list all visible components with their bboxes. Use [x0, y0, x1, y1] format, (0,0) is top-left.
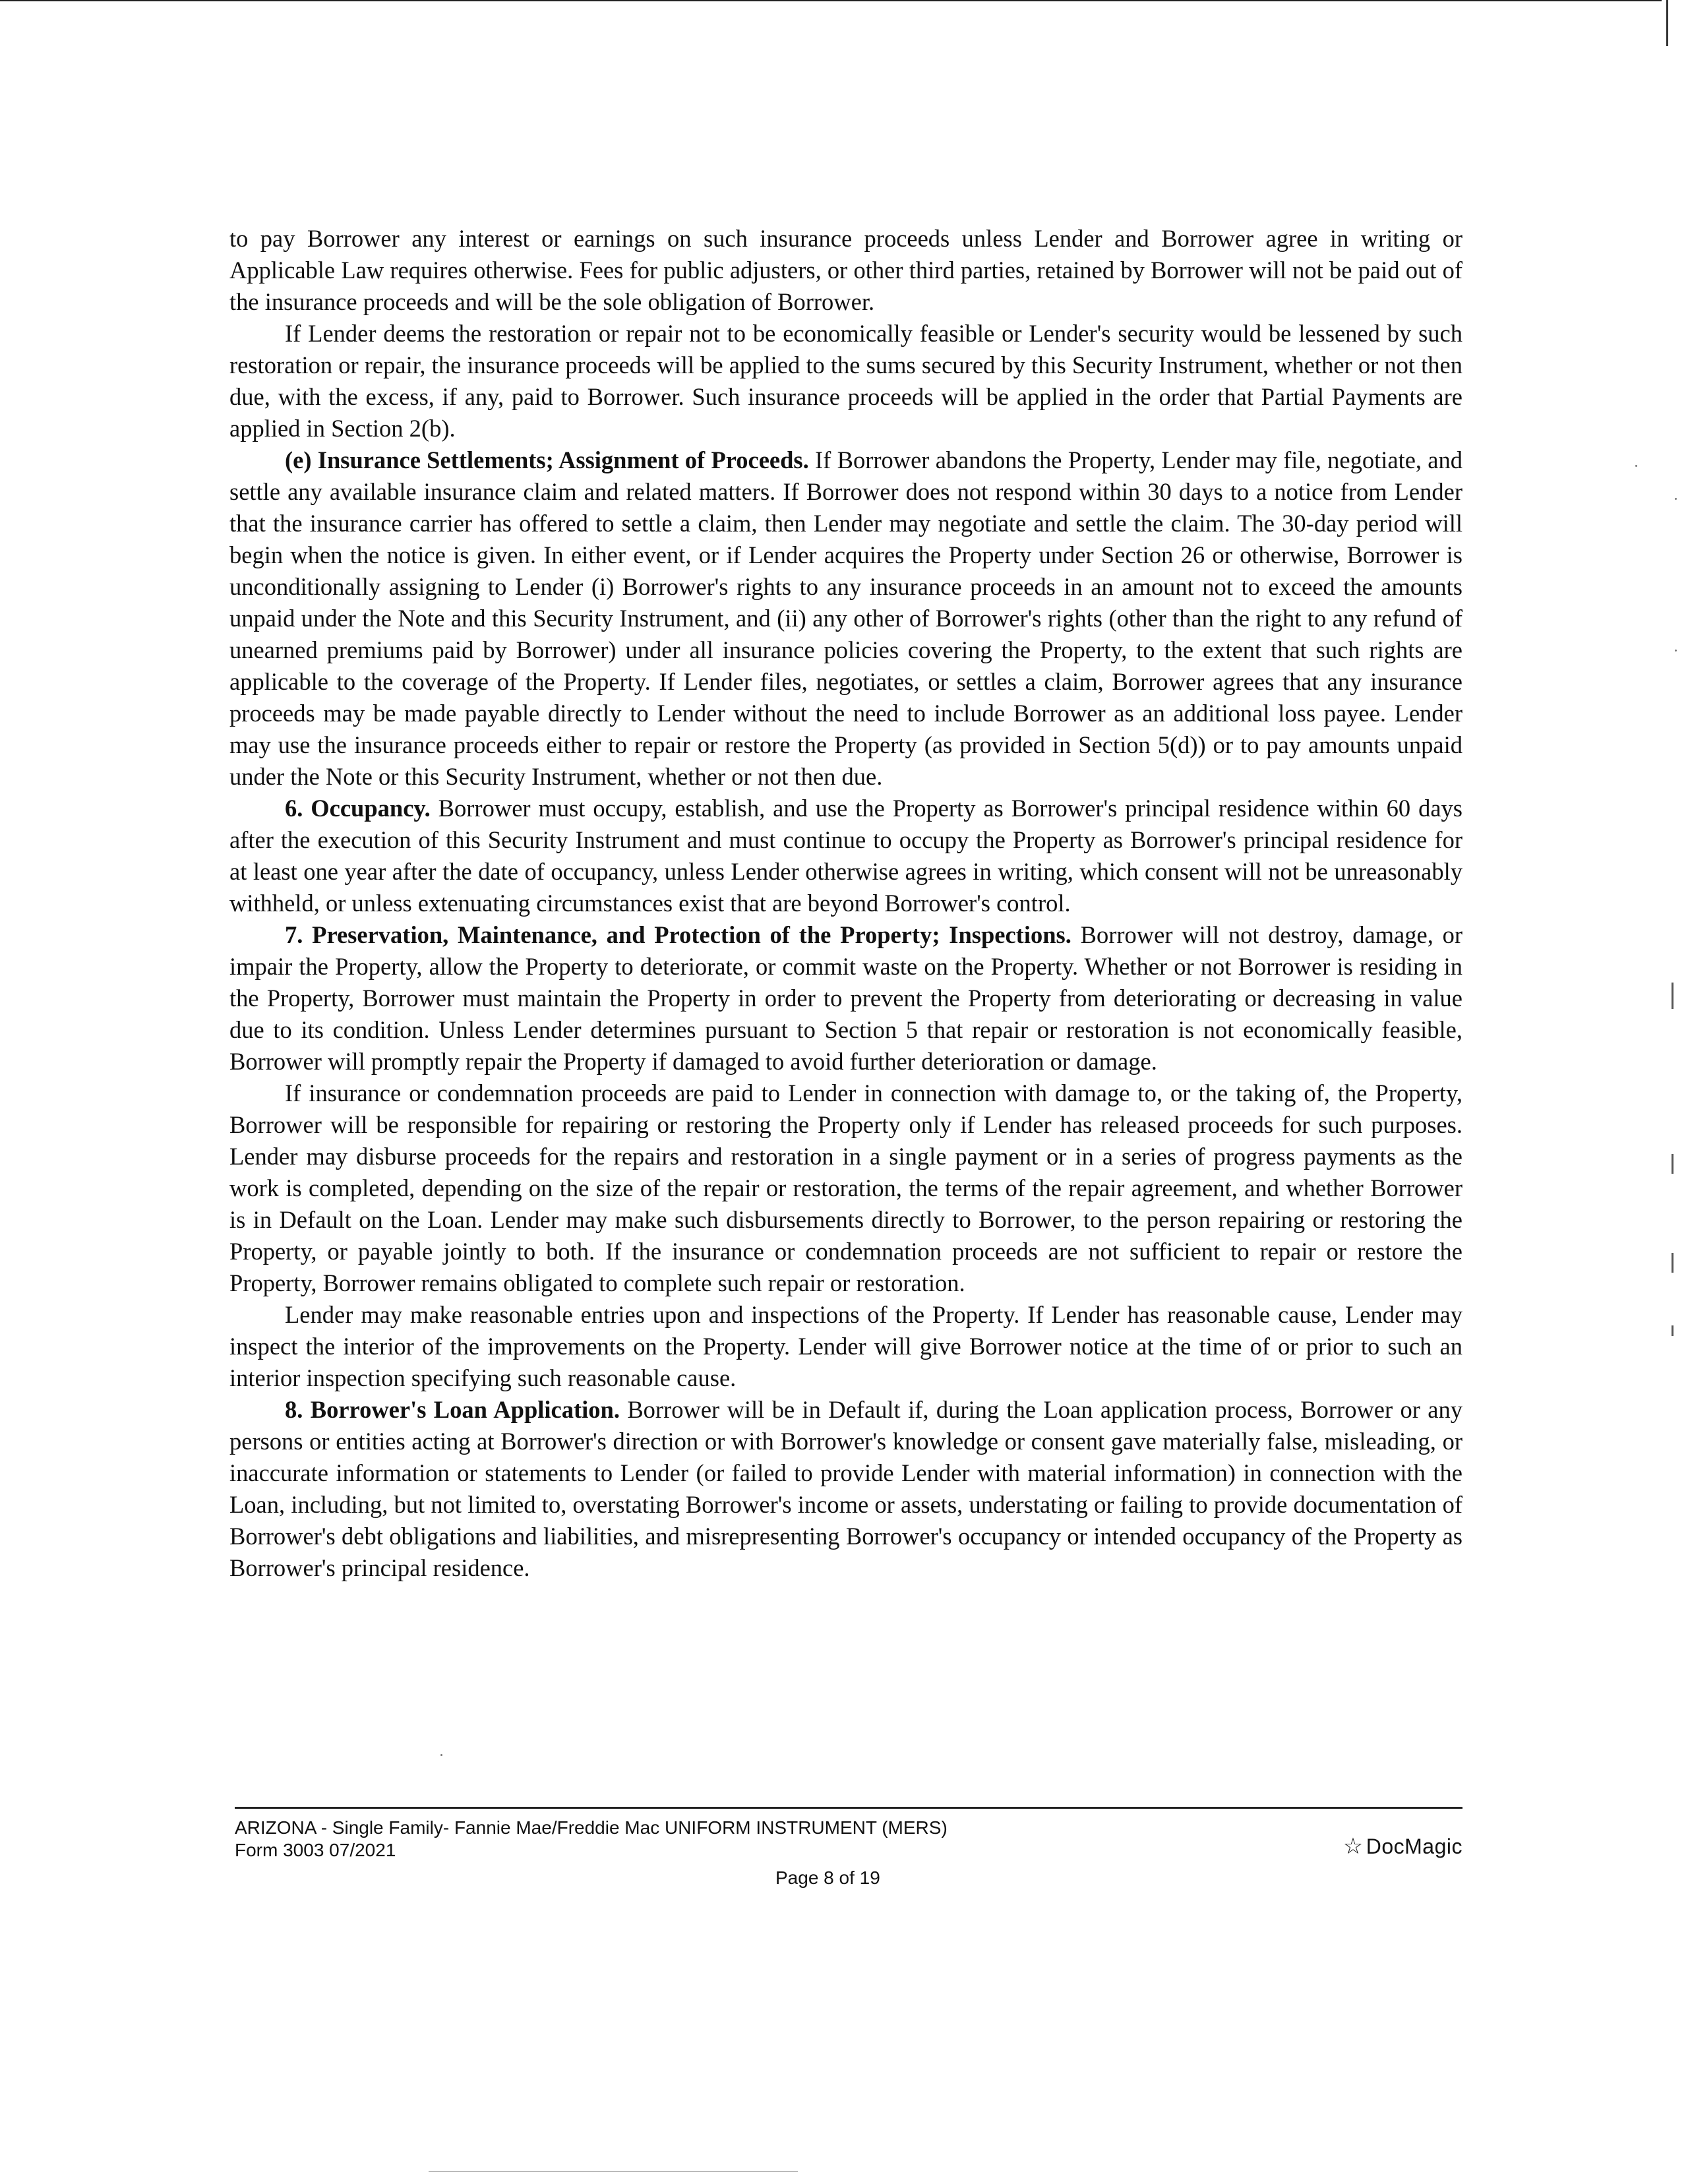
scan-speck [1675, 498, 1677, 500]
brand-name: DocMagic [1366, 1835, 1462, 1858]
section-insurance-settlements [229, 444, 1462, 793]
form-title: ARIZONA - Single Family- Fannie Mae/Freddie Mac UNIFORM INSTRUMENT (MERS) [235, 1817, 948, 1838]
star-outline-icon: ☆ [1342, 1834, 1364, 1859]
section-heading: 6. Occupancy. [285, 795, 431, 822]
paragraph-text: If insurance or condemnation proceeds are paid to Lender in connection with damage to, or the taking of, the Property, Borrower will be responsible for repairing or restoring the Property only if Lender has released proceeds for such purposes. Lender may disburse proceeds for the repairs and restoration in a single payment or in a series of progress payments as the work is completed, depending on the size of the repair or restoration, the terms of the repair agreement, and whether Borrower is in Default on the Loan. Lender may make such disbursements directly to Borrower, to the person repairing or restoring the Property, or payable jointly to both. If the insurance or condemnation proceeds are not sufficient to repair or restore the Property, Borrower remains obligated to complete such repair or restoration. [229, 1079, 1462, 1296]
scan-speck [1675, 650, 1677, 652]
scan-speck [1672, 1253, 1673, 1273]
section-heading: 7. Preservation, Maintenance, and Protection of the Property; Inspections. [285, 921, 1071, 948]
scan-speck [1672, 983, 1673, 1009]
form-number: Form 3003 07/2021 [235, 1840, 396, 1860]
page-footer [235, 1807, 1462, 1888]
scan-edge-right [1666, 0, 1668, 46]
docmagic-logo [1343, 1833, 1462, 1860]
paragraph-text: If Borrower abandons the Property, Lender may file, negotiate, and settle any available insurance claim and related matters. If Borrower does not respond within 30 days to a notice from Lender that the insurance carrier has offered to settle a claim, then Lender may negotiate and settle the claim. The 30-day period will begin when the notice is given. In either event, or if Lender acquires the Property under Section 26 or otherwise, Borrower is unconditionally assigning to Lender (i) Borrower's rights to any insurance proceeds in an amount not to exceed the amounts unpaid under the Note and this Security Instrument, and (ii) any other of Borrower's rights (other than the right to any refund of unearned premiums paid by Borrower) under all insurance policies covering the Property, to the extent that such rights are applicable to the coverage of the Property. If Lender files, negotiates, or settles a claim, Borrower agrees that any insurance proceeds may be made payable directly to Lender without the need to include Borrower as an additional loss payee. Lender may use the insurance proceeds either to repair or restore the Property (as provided in Section 5(d)) or to pay amounts unpaid under the Note or this Security Instrument, whether or not then due. [229, 446, 1462, 790]
scan-speck [1635, 465, 1637, 467]
footer-divider [235, 1807, 1462, 1809]
section-7-preservation [229, 919, 1462, 1077]
scan-speck [440, 1754, 442, 1756]
paragraph-insurance-interest [229, 223, 1462, 318]
paragraph-text: to pay Borrower any interest or earnings on such insurance proceeds unless Lender and Borrower agree in writing or Applicable Law requires otherwise. Fees for public adjusters, or other third parties, retained by Borrower will not be paid out of the insurance proceeds and will be the sole obligation of Borrower. [229, 225, 1462, 315]
section-heading: (e) Insurance Settlements; Assignment of Proceeds. [285, 446, 809, 473]
scan-speck [1672, 1154, 1673, 1174]
section-heading: 8. Borrower's Loan Application. [285, 1396, 620, 1423]
scan-edge-top [0, 0, 1662, 1]
section-6-occupancy [229, 793, 1462, 919]
paragraph-restoration-not-feasible [229, 318, 1462, 444]
paragraph-text: Lender may make reasonable entries upon and inspections of the Property. If Lender has reasonable cause, Lender may inspect the interior of the improvements on the Property. Lender will give Borrower notice at the time of or prior to such an interior inspection specifying such reasonable cause. [229, 1301, 1462, 1391]
paragraph-text: Borrower will be in Default if, during the Loan application process, Borrower or any persons or entities acting at Borrower's direction or with Borrower's knowledge or consent gave materially false, misleading, or inaccurate information or statements to Lender (or failed to provide Lender with material information) in connection with the Loan, including, but not limited to, overstating Borrower's income or assets, understating or failing to provide documentation of Borrower's debt obligations and liabilities, and misrepresenting Borrower's occupancy or intended occupancy of the Property as Borrower's principal residence. [229, 1396, 1462, 1581]
paragraph-inspections [229, 1299, 1462, 1394]
document-body [229, 223, 1462, 1584]
paragraph-text: If Lender deems the restoration or repair not to be economically feasible or Lender's security would be lessened by such restoration or repair, the insurance proceeds will be applied to the sums secured by this Security Instrument, whether or not then due, with the excess, if any, paid to Borrower. Such insurance proceeds will be applied in the order that Partial Payments are applied in Section 2(b). [229, 320, 1462, 442]
scan-speck [1672, 1325, 1673, 1336]
paragraph-text: Borrower must occupy, establish, and use the Property as Borrower's principal residence within 60 days after the execution of this Security Instrument and must continue to occupy the Property as Borrower's principal residence for at least one year after the date of occupancy, unless Lender otherwise agrees in writing, which consent will not be unreasonably withheld, or unless extenuating circumstances exist that are beyond Borrower's control. [229, 795, 1462, 917]
section-8-loan-application [229, 1394, 1462, 1584]
paragraph-text: Borrower will not destroy, damage, or impair the Property, allow the Property to deteriorate, or commit waste on the Property. Whether or not Borrower is residing in the Property, Borrower must maintain the Property in order to prevent the Property from deteriorating or decreasing in value due to its condition. Unless Lender determines pursuant to Section 5 that repair or restoration is not economically feasible, Borrower will promptly repair the Property if damaged to avoid further deterioration or damage. [229, 921, 1462, 1075]
paragraph-condemnation-proceeds [229, 1077, 1462, 1299]
page-number: Page 8 of 19 [775, 1867, 880, 1888]
scan-edge-bottom [429, 2171, 798, 2172]
